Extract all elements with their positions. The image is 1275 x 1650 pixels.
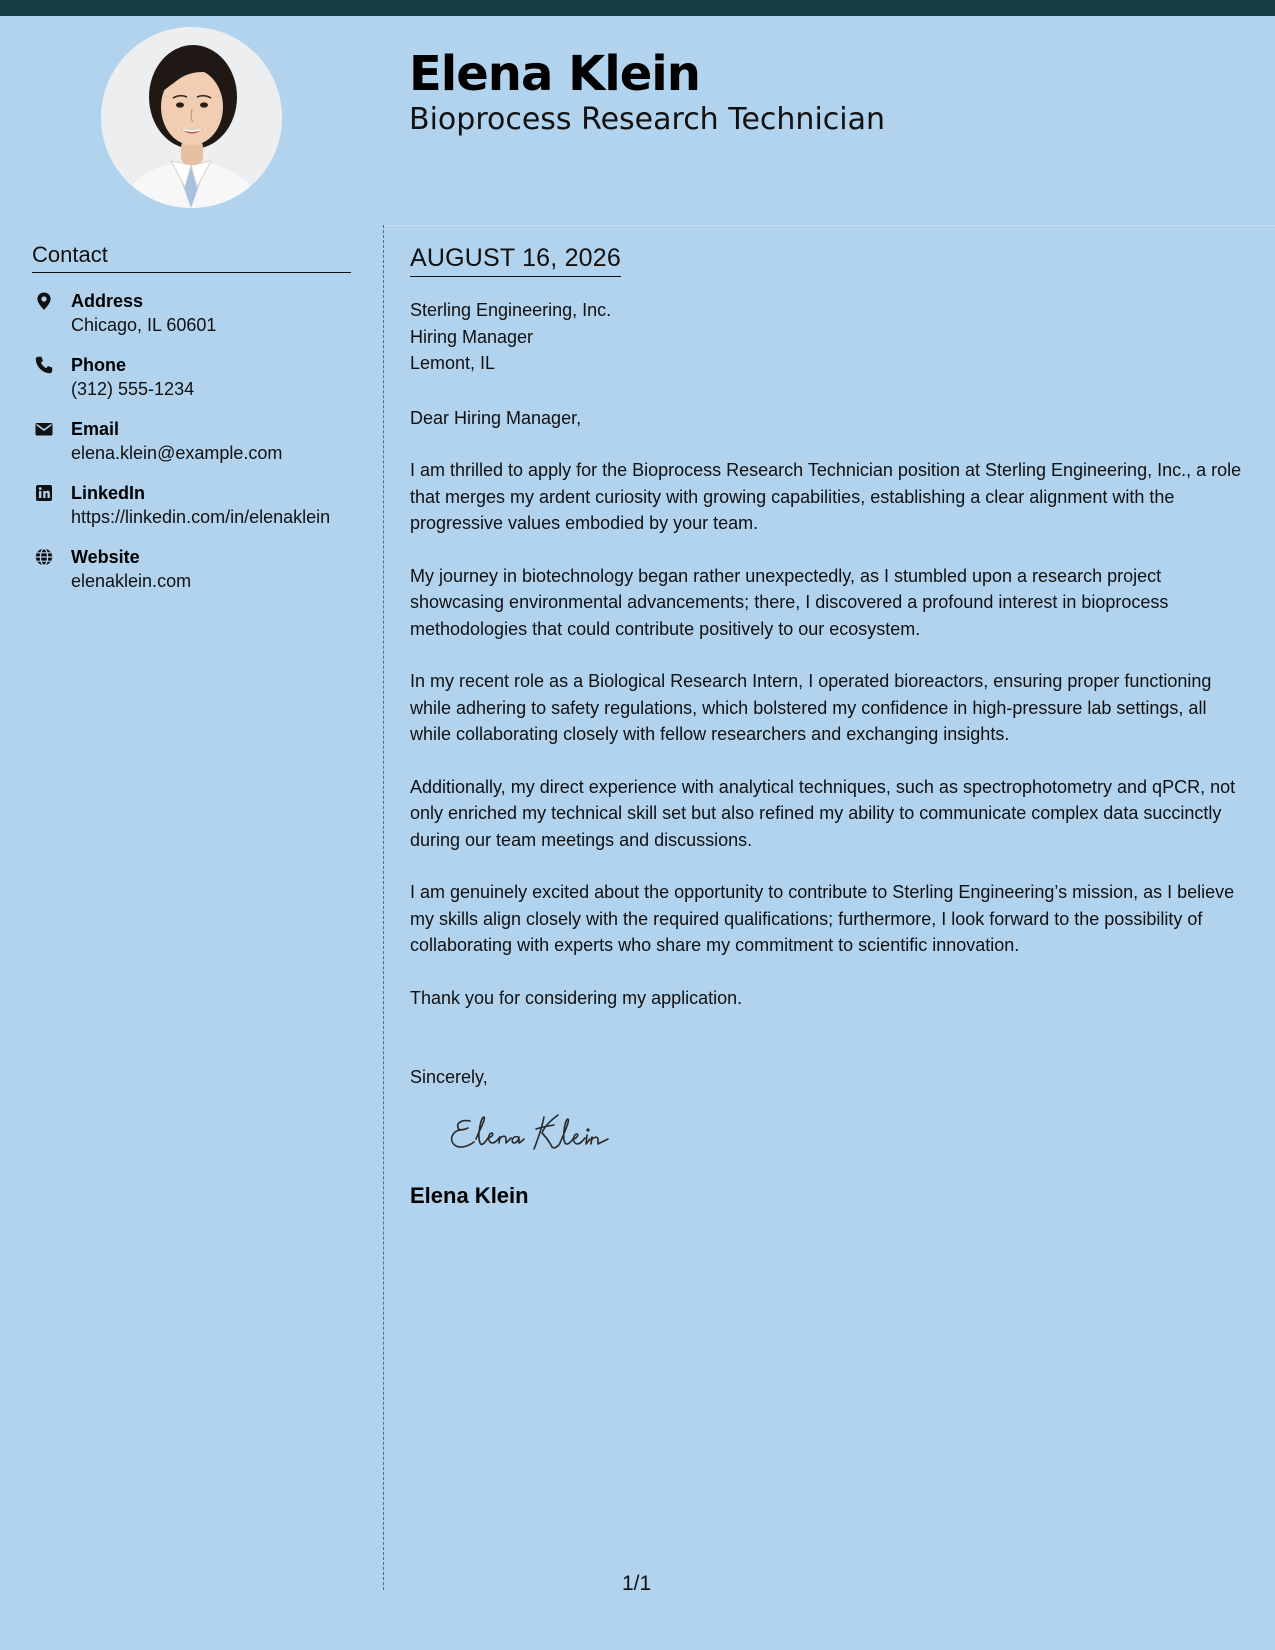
letter-paragraph: In my recent role as a Biological Research Intern, I operated bioreactors, ensuring proper functioning while adhering to safety regulations, which bolstered my confidence in high-pressure lab settings, all while collaborating closely with fellow researchers and exchanging insights. — [410, 671, 1212, 744]
page-number: 1/1 — [622, 1572, 652, 1595]
letter-paragraph: I am genuinely excited about the opportunity to contribute to Sterling Engineering’s mission, as I believe my skills align closely with the required qualifications; furthermore, I look forward to the possibility of collaborating with experts who share my commitment to scientific innovation. — [410, 882, 1235, 955]
contact-label: Website — [71, 547, 140, 567]
contact-value: elena.klein@example.com — [71, 443, 283, 463]
letter-body — [410, 240, 1245, 1211]
phone-icon — [34, 355, 54, 375]
recipient-block — [410, 297, 1245, 377]
contact-label: Phone — [71, 355, 127, 375]
closing: Sincerely, — [410, 1067, 488, 1087]
handwritten-signature — [446, 1109, 636, 1161]
contact-sidebar — [32, 240, 351, 593]
envelope-icon — [34, 419, 54, 439]
candidate-name: Elena Klein — [409, 46, 700, 102]
candidate-title: Bioprocess Research Technician — [409, 102, 886, 137]
contact-email — [32, 417, 351, 465]
contact-phone — [32, 353, 351, 401]
contact-value[interactable]: https://linkedin.com/in/elenaklein — [71, 507, 331, 527]
column-divider — [383, 225, 384, 1590]
contact-label: LinkedIn — [71, 483, 146, 503]
contact-linkedin — [32, 481, 351, 529]
globe-icon — [34, 547, 54, 567]
letter-paragraph: I am thrilled to apply for the Bioprocess Research Technician position at Sterling Engineering, Inc., a role that merges my ardent curiosity with growing capabilities, establishing a clear alignment with the progressive values embodied by your team. — [410, 460, 1242, 533]
recipient-contact: Hiring Manager — [410, 326, 534, 347]
contact-website — [32, 545, 351, 593]
letter-paragraph: Additionally, my direct experience with analytical techniques, such as spectrophotometry and qPCR, not only enriched my technical skill set but also refined my ability to communicate complex data succinctly during our team meetings and discussions. — [410, 776, 1236, 850]
contact-value[interactable]: elenaklein.com — [71, 571, 192, 591]
top-accent-bar — [0, 0, 1275, 16]
header — [409, 44, 885, 138]
header-divider — [384, 225, 1275, 226]
recipient-location: Lemont, IL — [410, 353, 496, 373]
linkedin-icon — [34, 483, 54, 503]
contact-label: Email — [71, 419, 120, 439]
profile-photo — [101, 27, 282, 208]
contact-value: Chicago, IL 60601 — [71, 315, 217, 335]
contact-heading: Contact — [32, 240, 351, 273]
letter-date: AUGUST 16, 2026 — [410, 240, 621, 277]
letter-paragraph: My journey in biotechnology began rather unexpectedly, as I stumbled upon a research project showcasing environmental advancements; there, I discovered a profound interest in bioprocess methodologies that could contribute positively to our ecosystem. — [410, 565, 1169, 639]
recipient-company: Sterling Engineering, Inc. — [410, 300, 612, 320]
contact-address — [32, 289, 351, 337]
map-pin-icon — [34, 291, 54, 311]
signed-name: Elena Klein — [410, 1182, 529, 1208]
salutation: Dear Hiring Manager, — [410, 407, 582, 428]
contact-label: Address — [71, 291, 144, 311]
profile-photo-illustration — [101, 27, 282, 208]
letter-paragraph: Thank you for considering my application. — [410, 987, 743, 1008]
contact-value: (312) 555-1234 — [71, 379, 195, 399]
